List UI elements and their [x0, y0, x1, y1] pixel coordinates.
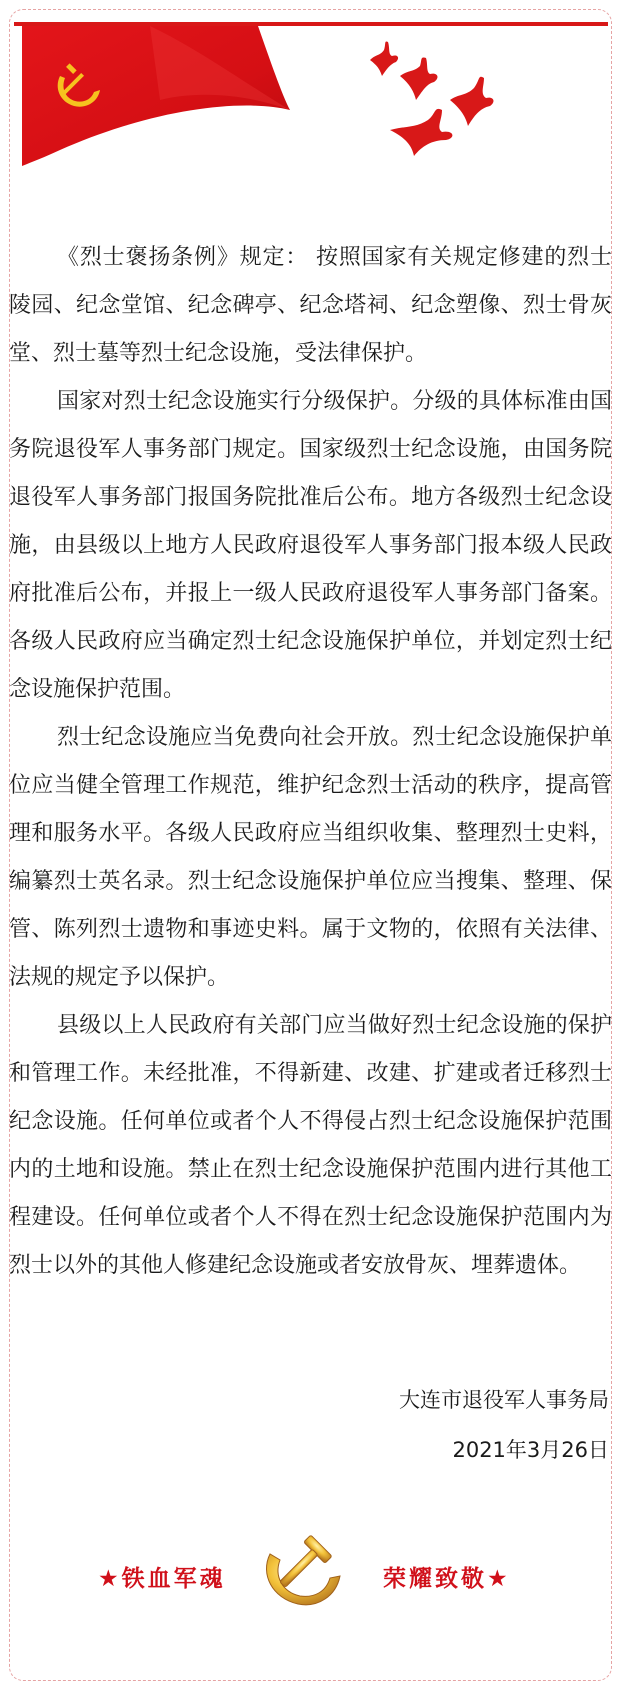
- flying-doves-icon: [370, 40, 570, 160]
- article-paragraph-1: 《烈士褒扬条例》规定： 按照国家有关规定修建的烈士陵园、纪念堂馆、纪念碑亭、纪念塔祠、纪念塑像、烈士骨灰堂、烈士墓等烈士纪念设施，受法律保护。: [9, 245, 612, 366]
- slogan-right: 荣耀致敬★: [383, 1566, 511, 1592]
- slogan-left: ★铁血军魂: [98, 1566, 226, 1592]
- article-paragraph-2: 国家对烈士纪念设施实行分级保护。分级的具体标准由国务院退役军人事务部门规定。国家级烈士纪念设施，由国务院退役军人事务部门报国务院批准后公布。地方各级烈士纪念设施，由县级以上地方人民政府退役军人事务部门报本级人民政府批准后公布，并报上一级人民政府退役军人事务部门备案。各级人民政府应当确定烈士纪念设施保护单位，并划定烈士纪念设施保护范围。: [9, 389, 612, 702]
- signature-date: 2021年3月26日: [452, 1438, 609, 1462]
- hammer-sickle-emblem-icon: [258, 1532, 348, 1612]
- party-flag-icon: [0, 0, 300, 175]
- article-body: [9, 234, 612, 1290]
- signature-organization: 大连市退役军人事务局: [399, 1388, 609, 1412]
- article-paragraph-4: 县级以上人民政府有关部门应当做好烈士纪念设施的保护和管理工作。未经批准，不得新建、改建、扩建或者迁移烈士纪念设施。任何单位或者个人不得侵占烈士纪念设施保护范围内的土地和设施。禁止在烈士纪念设施保护范围内进行其他工程建设。任何单位或者个人不得在烈士纪念设施保护范围内为烈士以外的其他人修建纪念设施或者安放骨灰、埋葬遗体。: [9, 1013, 612, 1278]
- article-paragraph-3: 烈士纪念设施应当免费向社会开放。烈士纪念设施保护单位应当健全管理工作规范，维护纪念烈士活动的秩序，提高管理和服务水平。各级人民政府应当组织收集、整理烈士史料，编纂烈士英名录。烈士纪念设施保护单位应当搜集、整理、保管、陈列烈士遗物和事迹史料。属于文物的，依照有关法律、法规的规定予以保护。: [9, 725, 612, 990]
